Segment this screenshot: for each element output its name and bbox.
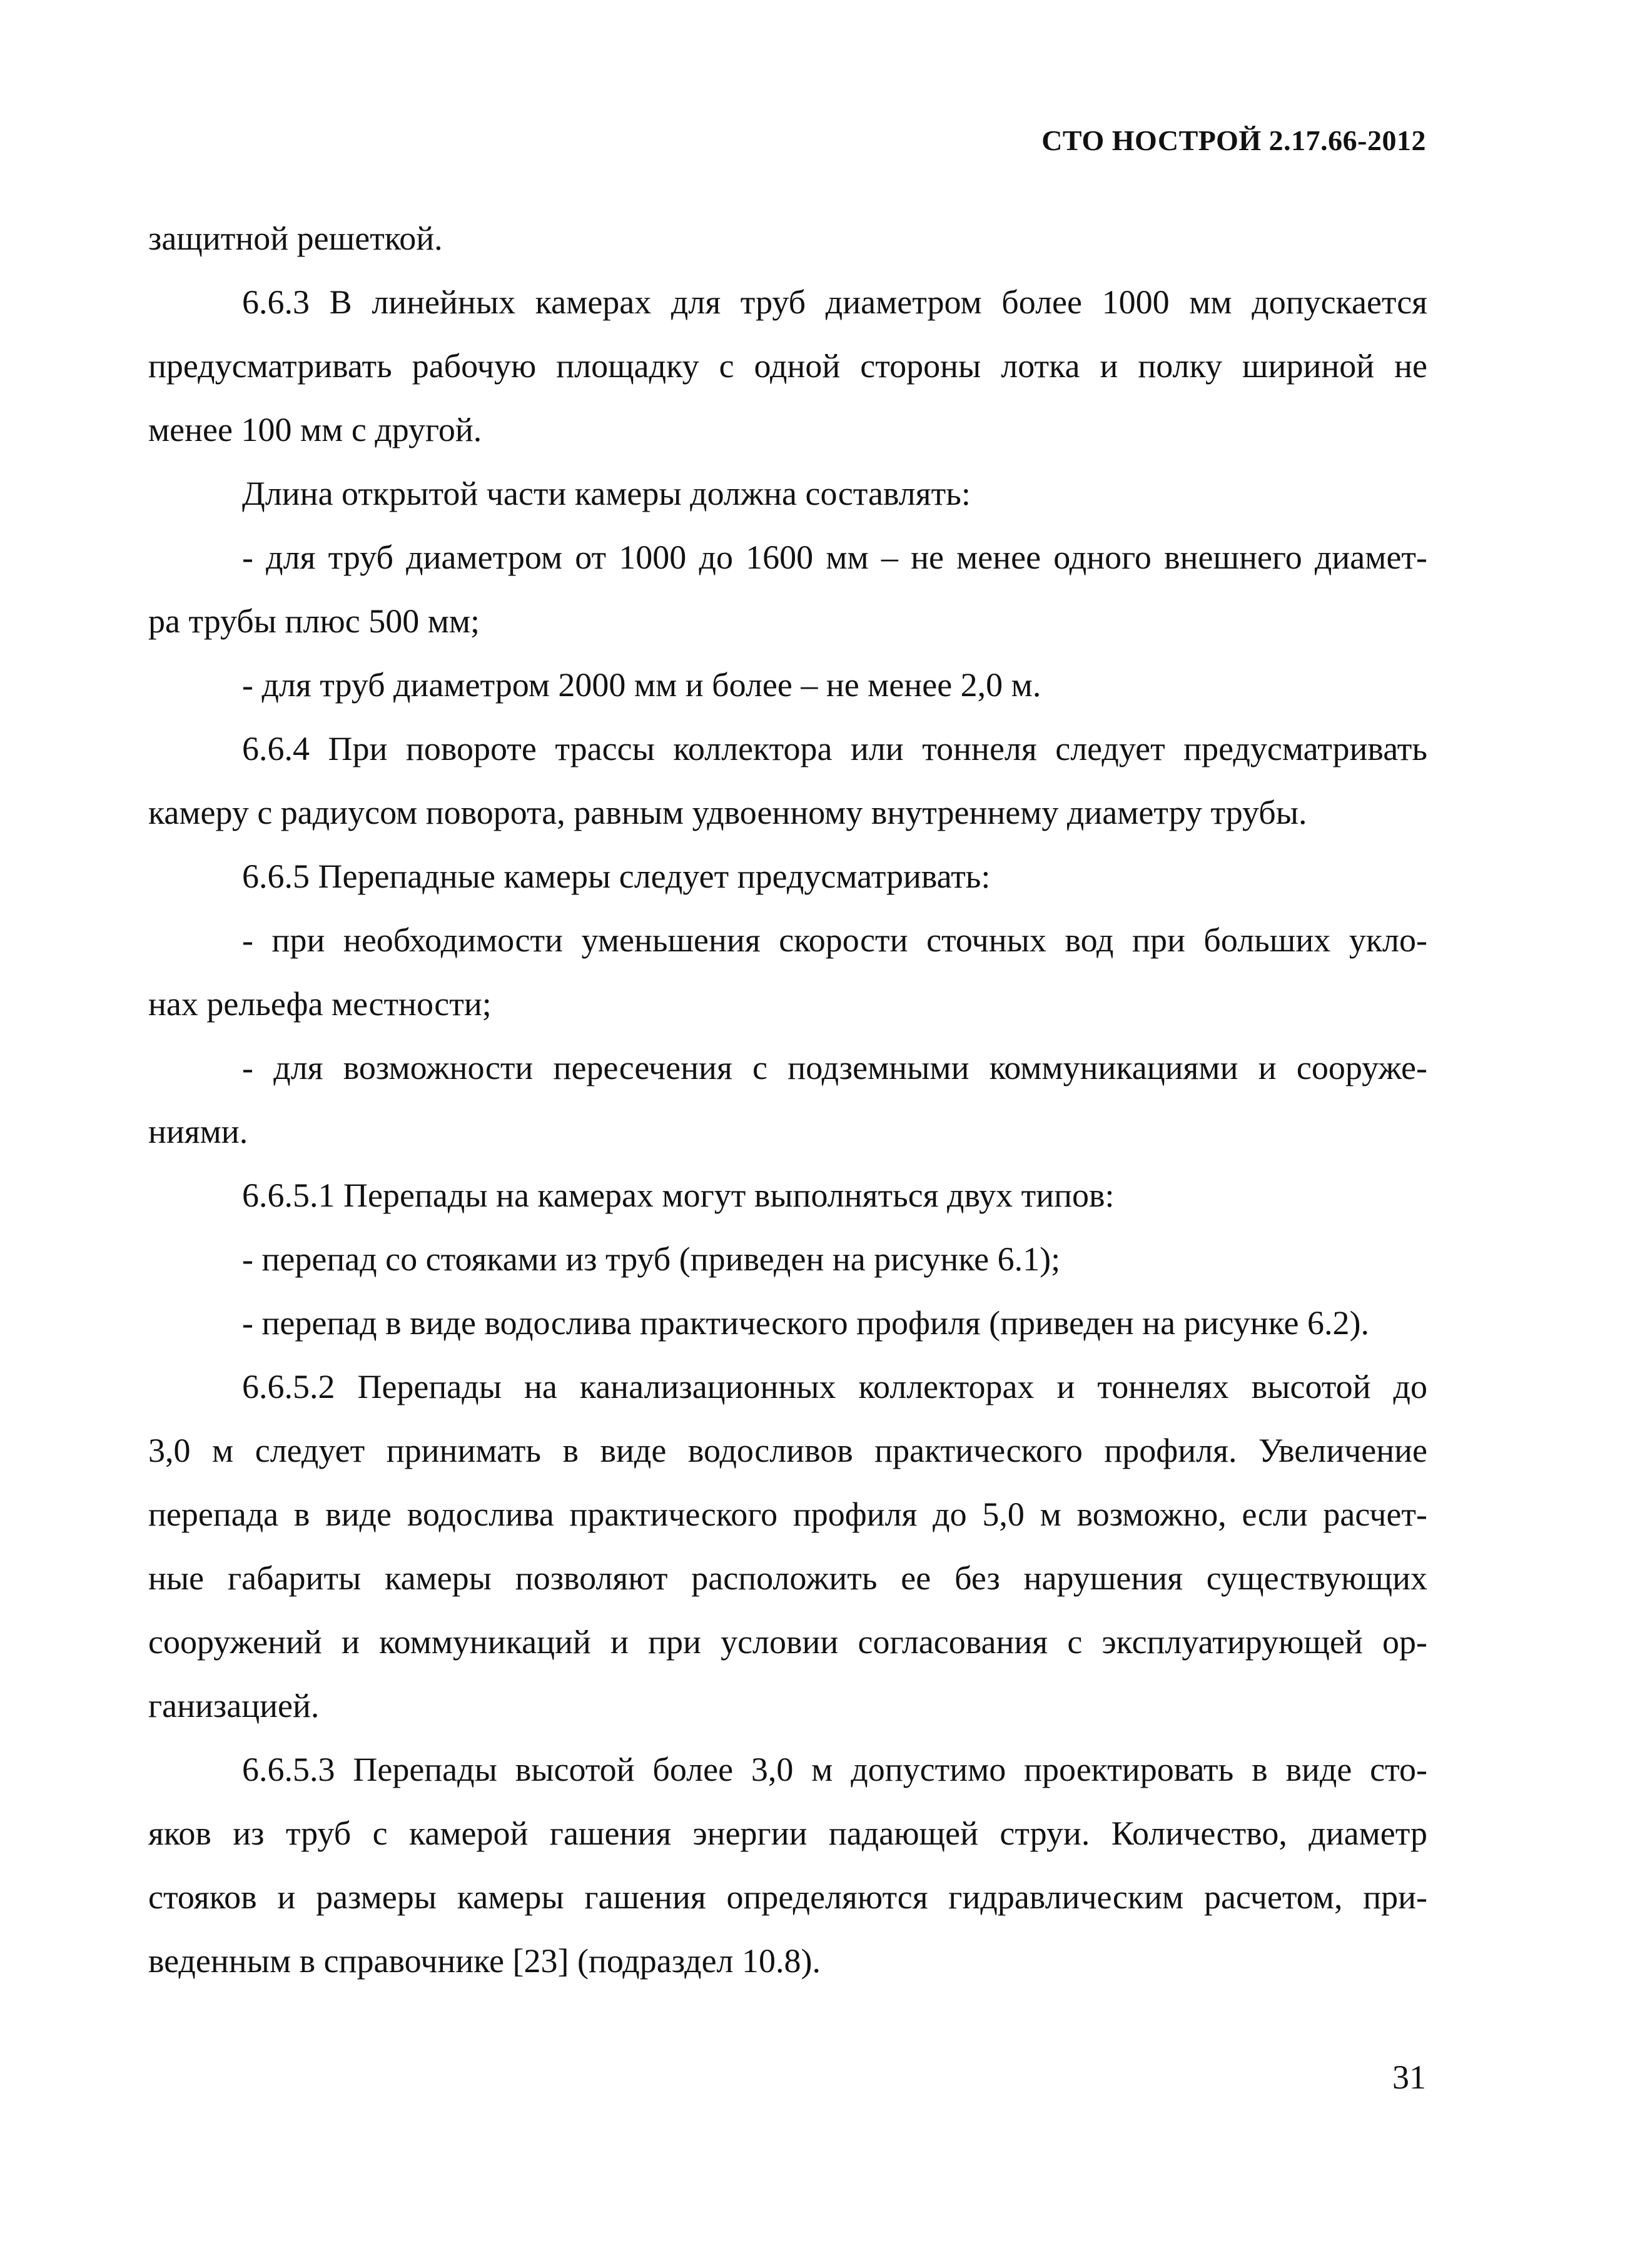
text-line: - перепад со стояками из труб (приведен на рисунке 6.1); xyxy=(242,1240,1061,1278)
text-line: 6.6.5 Перепадные камеры следует предусматривать: xyxy=(242,858,991,895)
text-line: Длина открытой части камеры должна составлять: xyxy=(242,475,971,512)
text-line: перепада в виде водослива практического профиля до 5,0 м возможно, если расчет- xyxy=(148,1496,1427,1533)
text-line: защитной решеткой. xyxy=(148,220,443,257)
text-line: нах рельефа местности; xyxy=(148,985,492,1023)
text-line: веденным в справочнике [23] (подраздел 10.8). xyxy=(148,1942,821,1980)
text-line: стояков и размеры камеры гашения определяются гидравлическим расчетом, при- xyxy=(148,1878,1427,1916)
text-line: - для труб диаметром от 1000 до 1600 мм – не менее одного внешнего диамет- xyxy=(242,539,1427,576)
text-line: - перепад в виде водослива практического профиля (приведен на рисунке 6.2). xyxy=(242,1304,1369,1342)
text-line: - при необходимости уменьшения скорости сточных вод при больших укло- xyxy=(242,921,1427,959)
text-line: 6.6.3 В линейных камерах для труб диаметром более 1000 мм допускается xyxy=(242,283,1427,321)
text-line: ные габариты камеры позволяют расположить ее без нарушения существующих xyxy=(148,1559,1427,1597)
text-line: яков из труб с камерой гашения энергии падающей струи. Количество, диаметр xyxy=(148,1815,1427,1852)
text-line: 6.6.5.2 Перепады на канализационных коллекторах и тоннелях высотой до xyxy=(242,1368,1427,1405)
text-line: менее 100 мм с другой. xyxy=(148,411,482,448)
text-line: ниями. xyxy=(148,1113,248,1150)
text-line: 6.6.5.3 Перепады высотой более 3,0 м допустимо проектировать в виде сто- xyxy=(242,1751,1427,1788)
text-line: 6.6.4 При повороте трассы коллектора или тоннеля следует предусматривать xyxy=(242,730,1427,767)
text-line: сооружений и коммуникаций и при условии согласования с эксплуатирующей ор- xyxy=(148,1623,1427,1661)
text-line: 3,0 м следует принимать в виде водосливов практического профиля. Увеличение xyxy=(148,1432,1427,1469)
text-line: - для возможности пересечения с подземными коммуникациями и сооруже- xyxy=(242,1049,1427,1086)
text-line: ра трубы плюс 500 мм; xyxy=(148,602,480,640)
text-line: предусматривать рабочую площадку с одной стороны лотка и полку шириной не xyxy=(148,347,1427,385)
document-code-header: СТО НОСТРОЙ 2.17.66-2012 xyxy=(1041,124,1426,156)
text-line: ганизацией. xyxy=(148,1687,320,1724)
body-text xyxy=(148,206,1427,1993)
text-line: 6.6.5.1 Перепады на камерах могут выполняться двух типов: xyxy=(242,1177,1115,1214)
text-line: - для труб диаметром 2000 мм и более – не менее 2,0 м. xyxy=(242,666,1041,704)
page-number: 31 xyxy=(1392,2058,1426,2096)
text-line: камеру с радиусом поворота, равным удвоенному внутреннему диаметру трубы. xyxy=(148,794,1307,831)
